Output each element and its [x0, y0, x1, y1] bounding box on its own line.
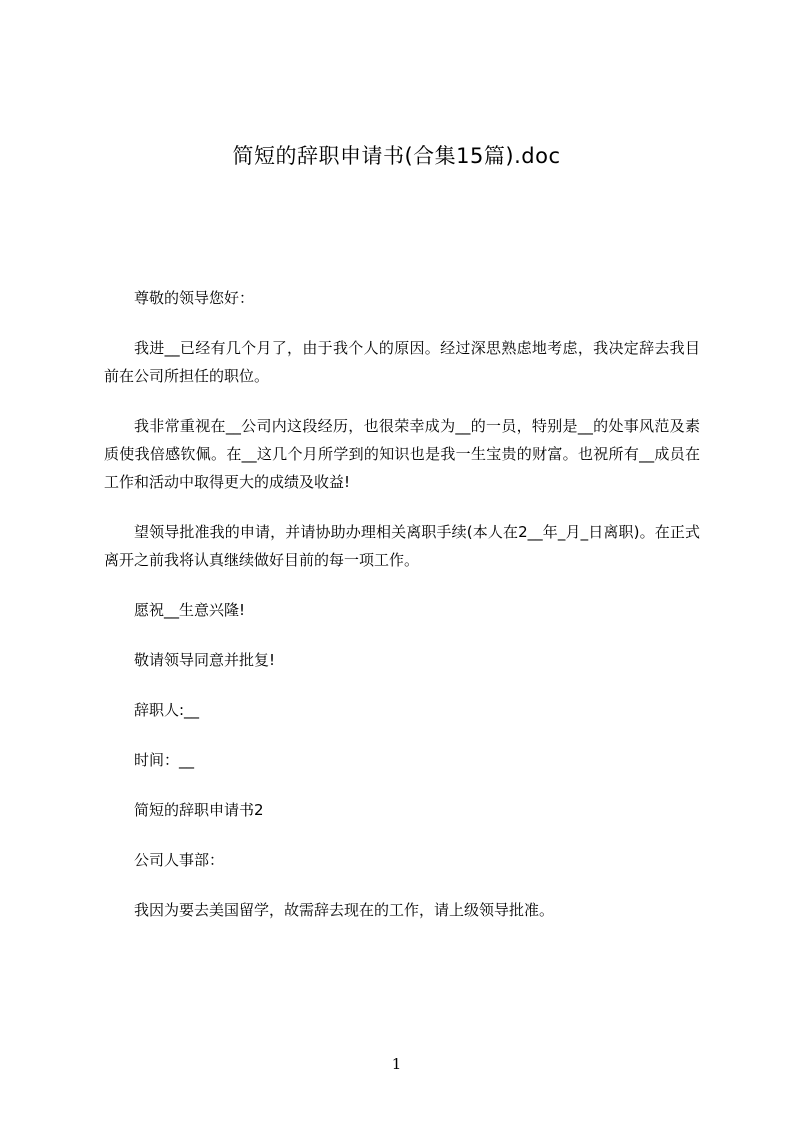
salutation-paragraph: 尊敬的领导您好： [134, 289, 255, 307]
page-number: 1 [391, 1055, 402, 1073]
body-paragraph: 我非常重视在__公司内这段经历，也很荣幸成为__的一员，特别是__的处事风范及素质使我倍感钦佩。在__这几个月所学到的知识也是我一生宝贵的财富。也祝所有__成员在工作和活动中取得更大的成绩及收益! [104, 417, 700, 491]
salutation-paragraph: 公司人事部： [134, 851, 225, 869]
body-paragraph: 望领导批准我的申请，并请协助办理相关离职手续(本人在2__年_月_日离职)。在正式离开之前我将认真继续做好目前的每一项工作。 [104, 523, 700, 569]
date-line: 时间：__ [134, 751, 195, 769]
wish-paragraph: 愿祝__生意兴隆! [134, 601, 246, 619]
body-paragraph: 我进__已经有几个月了，由于我个人的原因。经过深思熟虑地考虑，我决定辞去我目前在公司所担任的职位。 [104, 339, 700, 385]
document-title: 简短的辞职申请书(合集15篇).doc [232, 144, 561, 168]
section-heading: 简短的辞职申请书2 [134, 801, 264, 819]
request-paragraph: 敬请领导同意并批复! [134, 651, 276, 669]
document-body [104, 284, 700, 946]
body-paragraph: 我因为要去美国留学，故需辞去现在的工作，请上级领导批准。 [134, 901, 555, 919]
resigner-line: 辞职人:__ [134, 701, 200, 719]
